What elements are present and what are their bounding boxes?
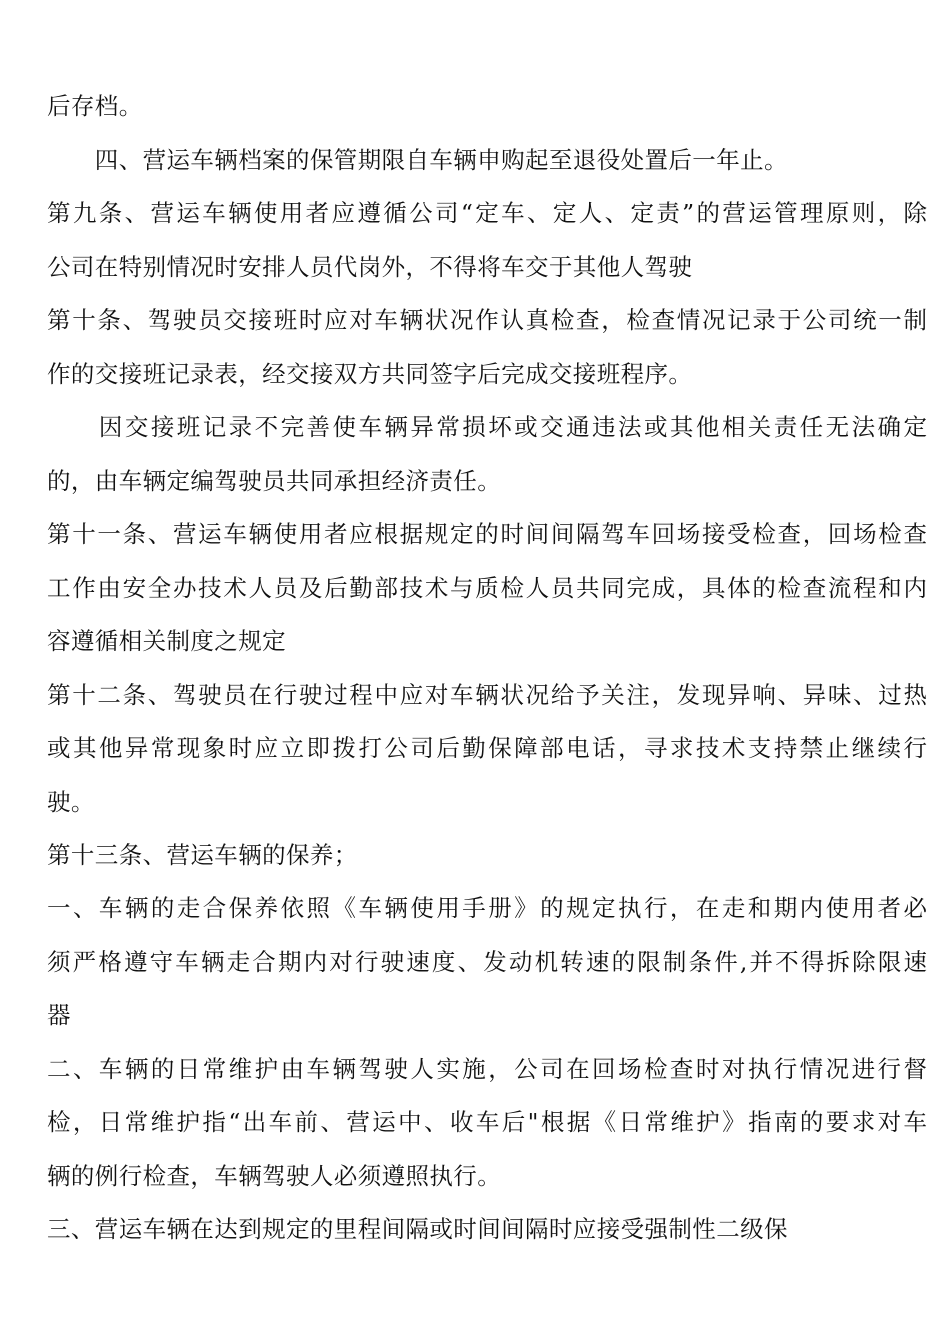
text-line: 须严格遵守车辆走合期内对行驶速度、发动机转速的限制条件,并不得拆除限速: [47, 948, 927, 976]
text-line: 检，日常维护指“出车前、营运中、收车后"根据《日常维护》指南的要求对车: [47, 1108, 927, 1136]
text-line: 因交接班记录不完善使车辆异常损坏或交通违法或其他相关责任无法确定: [47, 413, 927, 441]
text-line: 后存档。: [47, 92, 143, 120]
text-line: 公司在特别情况时安排人员代岗外，不得将车交于其他人驾驶: [47, 253, 693, 281]
text-line: 四、营运车辆档案的保管期限自车辆申购起至退役处置后一年止。: [47, 146, 788, 174]
text-line: 第十一条、营运车辆使用者应根据规定的时间间隔驾车回场接受检查，回场检查: [47, 520, 927, 548]
text-line: 三、营运车辆在达到规定的里程间隔或时间间隔时应接受强制性二级保: [47, 1215, 788, 1243]
text-line: 作的交接班记录表，经交接双方共同签字后完成交接班程序。: [47, 360, 693, 388]
text-line: 第十二条、驾驶员在行驶过程中应对车辆状况给予关注，发现异响、异味、过热: [47, 681, 927, 709]
text-line: 驶。: [47, 788, 95, 816]
text-line: 容遵循相关制度之规定: [47, 627, 286, 655]
text-line: 的，由车辆定编驾驶员共同承担经济责任。: [47, 467, 502, 495]
text-line: 第十条、驾驶员交接班时应对车辆状况作认真检查，检查情况记录于公司统一制: [47, 306, 927, 334]
text-line: 辆的例行检查，车辆驾驶人必须遵照执行。: [47, 1162, 502, 1190]
text-line: 第九条、营运车辆使用者应遵循公司“定车、定人、定责”的营运管理原则，除: [47, 199, 927, 227]
text-line: 工作由安全办技术人员及后勤部技术与质检人员共同完成，具体的检查流程和内: [47, 574, 927, 602]
text-line: 二、车辆的日常维护由车辆驾驶人实施，公司在回场检查时对执行情况进行督: [47, 1055, 927, 1083]
text-line: 一、车辆的走合保养依照《车辆使用手册》的规定执行，在走和期内使用者必: [47, 894, 927, 922]
text-line: 或其他异常现象时应立即拨打公司后勤保障部电话，寻求技术支持禁止继续行: [47, 734, 927, 762]
text-line: 器: [47, 1001, 71, 1029]
text-line: 第十三条、营运车辆的保养；: [47, 841, 358, 869]
